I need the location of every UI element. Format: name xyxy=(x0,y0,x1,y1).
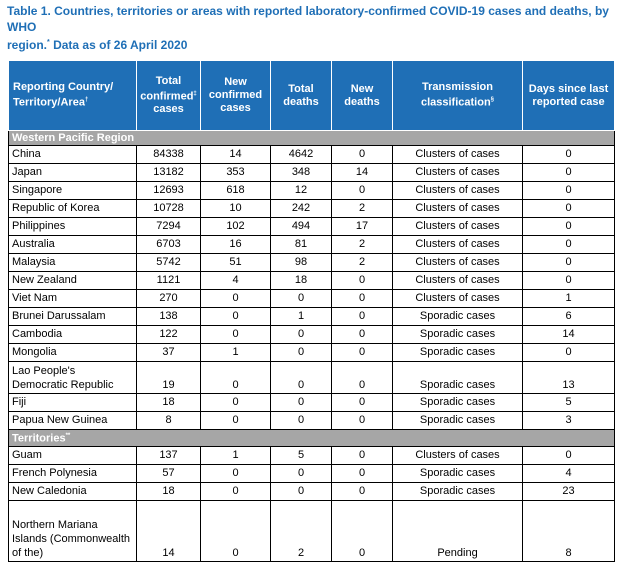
total-confirmed-cell: 122 xyxy=(137,326,201,344)
total-deaths-cell: 2 xyxy=(271,500,332,561)
new-confirmed-cell: 0 xyxy=(201,412,271,430)
total-confirmed-cell: 10728 xyxy=(137,200,201,218)
new-deaths-cell: 0 xyxy=(332,272,393,290)
table-row xyxy=(9,164,615,182)
new-deaths-cell: 0 xyxy=(332,464,393,482)
days-since-last-cell: 5 xyxy=(523,394,615,412)
table-row xyxy=(9,254,615,272)
new-confirmed-cell: 102 xyxy=(201,218,271,236)
new-deaths-cell: 0 xyxy=(332,362,393,394)
table-row xyxy=(9,344,615,362)
title-line-1: Table 1. Countries, territories or areas with reported laboratory-confirmed COVID-19 cases and deaths, by WHO xyxy=(7,4,609,34)
table-row xyxy=(9,218,615,236)
table-title xyxy=(0,0,620,53)
header-new-deaths: New deaths xyxy=(332,61,393,131)
total-deaths-cell: 18 xyxy=(271,272,332,290)
total-confirmed-cell: 137 xyxy=(137,446,201,464)
days-since-last-cell: 8 xyxy=(523,500,615,561)
table-row xyxy=(9,200,615,218)
region-header-row xyxy=(9,131,615,146)
days-since-last-cell: 0 xyxy=(523,200,615,218)
header-new-confirmed: New confirmed cases xyxy=(201,61,271,131)
days-since-last-cell: 0 xyxy=(523,254,615,272)
table-row xyxy=(9,326,615,344)
new-deaths-cell: 2 xyxy=(332,254,393,272)
table-row xyxy=(9,308,615,326)
header-transmission-label: Transmission classification xyxy=(420,81,493,109)
region-label-marker: ** xyxy=(65,433,71,439)
total-confirmed-cell: 84338 xyxy=(137,146,201,164)
transmission-class-cell: Clusters of cases xyxy=(393,182,523,200)
new-deaths-cell: 2 xyxy=(332,200,393,218)
country-name-cell: Malaysia xyxy=(9,254,137,272)
transmission-class-cell: Clusters of cases xyxy=(393,218,523,236)
header-country-label: Reporting Country/ Territory/Area xyxy=(13,81,114,109)
transmission-class-cell: Sporadic cases xyxy=(393,464,523,482)
country-name-cell: Philippines xyxy=(9,218,137,236)
new-confirmed-cell: 1 xyxy=(201,344,271,362)
transmission-class-cell: Sporadic cases xyxy=(393,344,523,362)
new-deaths-cell: 0 xyxy=(332,290,393,308)
days-since-last-cell: 3 xyxy=(523,412,615,430)
header-transmission-marker: § xyxy=(490,97,495,104)
total-deaths-cell: 12 xyxy=(271,182,332,200)
new-deaths-cell: 0 xyxy=(332,412,393,430)
days-since-last-cell: 23 xyxy=(523,482,615,500)
table-row xyxy=(9,500,615,561)
days-since-last-cell: 0 xyxy=(523,164,615,182)
country-name-cell: New Zealand xyxy=(9,272,137,290)
days-since-last-cell: 0 xyxy=(523,272,615,290)
total-confirmed-cell: 18 xyxy=(137,482,201,500)
transmission-class-cell: Sporadic cases xyxy=(393,308,523,326)
table-row xyxy=(9,412,615,430)
days-since-last-cell: 0 xyxy=(523,218,615,236)
table-row xyxy=(9,464,615,482)
transmission-class-cell: Clusters of cases xyxy=(393,164,523,182)
new-deaths-cell: 0 xyxy=(332,308,393,326)
total-deaths-cell: 4642 xyxy=(271,146,332,164)
country-name-cell: Cambodia xyxy=(9,326,137,344)
table-header-row xyxy=(9,61,615,131)
new-confirmed-cell: 1 xyxy=(201,446,271,464)
new-confirmed-cell: 0 xyxy=(201,500,271,561)
total-deaths-cell: 0 xyxy=(271,290,332,308)
days-since-last-cell: 0 xyxy=(523,446,615,464)
new-deaths-cell: 0 xyxy=(332,344,393,362)
total-deaths-cell: 1 xyxy=(271,308,332,326)
total-confirmed-cell: 14 xyxy=(137,500,201,561)
total-deaths-cell: 0 xyxy=(271,362,332,394)
region-header-row xyxy=(9,430,615,447)
days-since-last-cell: 6 xyxy=(523,308,615,326)
new-confirmed-cell: 0 xyxy=(201,464,271,482)
new-confirmed-cell: 0 xyxy=(201,394,271,412)
header-country-marker: † xyxy=(84,97,89,104)
new-confirmed-cell: 14 xyxy=(201,146,271,164)
country-name-cell: Fiji xyxy=(9,394,137,412)
new-deaths-cell: 17 xyxy=(332,218,393,236)
country-name-cell: French Polynesia xyxy=(9,464,137,482)
new-deaths-cell: 2 xyxy=(332,236,393,254)
days-since-last-cell: 4 xyxy=(523,464,615,482)
country-name-cell: Japan xyxy=(9,164,137,182)
total-deaths-cell: 0 xyxy=(271,394,332,412)
table-row xyxy=(9,182,615,200)
days-since-last-cell: 0 xyxy=(523,236,615,254)
country-name-cell: Republic of Korea xyxy=(9,200,137,218)
total-deaths-cell: 81 xyxy=(271,236,332,254)
new-deaths-cell: 0 xyxy=(332,482,393,500)
transmission-class-cell: Sporadic cases xyxy=(393,412,523,430)
total-deaths-cell: 0 xyxy=(271,326,332,344)
country-name-cell: Singapore xyxy=(9,182,137,200)
total-confirmed-cell: 138 xyxy=(137,308,201,326)
table-row xyxy=(9,482,615,500)
total-deaths-cell: 242 xyxy=(271,200,332,218)
total-confirmed-cell: 37 xyxy=(137,344,201,362)
new-deaths-cell: 0 xyxy=(332,446,393,464)
total-confirmed-cell: 270 xyxy=(137,290,201,308)
region-label-text: Western Pacific Region xyxy=(12,131,135,144)
table-row xyxy=(9,290,615,308)
new-confirmed-cell: 0 xyxy=(201,326,271,344)
days-since-last-cell: 14 xyxy=(523,326,615,344)
header-country xyxy=(9,61,137,131)
region-label xyxy=(9,131,615,146)
new-confirmed-cell: 10 xyxy=(201,200,271,218)
country-name-cell: New Caledonia xyxy=(9,482,137,500)
table-row xyxy=(9,146,615,164)
country-name-cell: Guam xyxy=(9,446,137,464)
total-confirmed-cell: 57 xyxy=(137,464,201,482)
total-deaths-cell: 5 xyxy=(271,446,332,464)
header-days-since-last: Days since last reported case xyxy=(523,61,615,131)
transmission-class-cell: Clusters of cases xyxy=(393,290,523,308)
transmission-class-cell: Pending xyxy=(393,500,523,561)
country-name-cell: Brunei Darussalam xyxy=(9,308,137,326)
days-since-last-cell: 0 xyxy=(523,182,615,200)
total-confirmed-cell: 8 xyxy=(137,412,201,430)
table-row xyxy=(9,446,615,464)
transmission-class-cell: Sporadic cases xyxy=(393,326,523,344)
transmission-class-cell: Clusters of cases xyxy=(393,200,523,218)
total-confirmed-cell: 19 xyxy=(137,362,201,394)
total-confirmed-cell: 13182 xyxy=(137,164,201,182)
transmission-class-cell: Clusters of cases xyxy=(393,272,523,290)
country-name-cell: Papua New Guinea xyxy=(9,412,137,430)
days-since-last-cell: 13 xyxy=(523,362,615,394)
header-total-confirmed-suffix: cases xyxy=(153,103,184,116)
total-confirmed-cell: 18 xyxy=(137,394,201,412)
total-deaths-cell: 0 xyxy=(271,412,332,430)
new-deaths-cell: 0 xyxy=(332,146,393,164)
new-deaths-cell: 0 xyxy=(332,182,393,200)
table-row xyxy=(9,394,615,412)
country-name-cell: Viet Nam xyxy=(9,290,137,308)
new-deaths-cell: 0 xyxy=(332,326,393,344)
header-total-deaths: Total deaths xyxy=(271,61,332,131)
total-confirmed-cell: 12693 xyxy=(137,182,201,200)
table-row xyxy=(9,272,615,290)
table-body xyxy=(9,131,615,562)
transmission-class-cell: Clusters of cases xyxy=(393,236,523,254)
covid-cases-table xyxy=(8,60,615,562)
total-deaths-cell: 0 xyxy=(271,344,332,362)
new-confirmed-cell: 618 xyxy=(201,182,271,200)
country-name-cell: China xyxy=(9,146,137,164)
total-deaths-cell: 348 xyxy=(271,164,332,182)
country-name-cell: Lao People's Democratic Republic xyxy=(9,362,137,394)
country-name-cell: Northern Mariana Islands (Commonwealth of the) xyxy=(9,500,137,561)
new-confirmed-cell: 4 xyxy=(201,272,271,290)
table-row xyxy=(9,362,615,394)
total-deaths-cell: 0 xyxy=(271,482,332,500)
days-since-last-cell: 0 xyxy=(523,344,615,362)
new-deaths-cell: 0 xyxy=(332,394,393,412)
total-deaths-cell: 0 xyxy=(271,464,332,482)
days-since-last-cell: 1 xyxy=(523,290,615,308)
new-confirmed-cell: 51 xyxy=(201,254,271,272)
region-label xyxy=(9,430,615,447)
title-footnote-marker: * xyxy=(47,39,50,46)
header-total-confirmed-marker: ‡ xyxy=(193,90,197,97)
total-deaths-cell: 494 xyxy=(271,218,332,236)
transmission-class-cell: Sporadic cases xyxy=(393,362,523,394)
table-row xyxy=(9,236,615,254)
header-total-confirmed-label: Total confirmed xyxy=(140,74,194,103)
title-date-text: Data as of 26 April 2020 xyxy=(49,38,188,52)
new-confirmed-cell: 353 xyxy=(201,164,271,182)
transmission-class-cell: Clusters of cases xyxy=(393,254,523,272)
region-label-text: Territories xyxy=(12,432,66,445)
transmission-class-cell: Clusters of cases xyxy=(393,146,523,164)
transmission-class-cell: Sporadic cases xyxy=(393,482,523,500)
country-name-cell: Mongolia xyxy=(9,344,137,362)
header-transmission xyxy=(393,61,523,131)
total-confirmed-cell: 5742 xyxy=(137,254,201,272)
new-confirmed-cell: 0 xyxy=(201,362,271,394)
new-confirmed-cell: 0 xyxy=(201,290,271,308)
country-name-cell: Australia xyxy=(9,236,137,254)
total-confirmed-cell: 7294 xyxy=(137,218,201,236)
new-confirmed-cell: 16 xyxy=(201,236,271,254)
days-since-last-cell: 0 xyxy=(523,146,615,164)
total-confirmed-cell: 1121 xyxy=(137,272,201,290)
title-region-text: region. xyxy=(7,38,48,52)
new-deaths-cell: 14 xyxy=(332,164,393,182)
header-total-confirmed xyxy=(137,61,201,131)
transmission-class-cell: Sporadic cases xyxy=(393,394,523,412)
new-confirmed-cell: 0 xyxy=(201,308,271,326)
transmission-class-cell: Clusters of cases xyxy=(393,446,523,464)
new-deaths-cell: 0 xyxy=(332,500,393,561)
total-confirmed-cell: 6703 xyxy=(137,236,201,254)
new-confirmed-cell: 0 xyxy=(201,482,271,500)
total-deaths-cell: 98 xyxy=(271,254,332,272)
title-line-2 xyxy=(7,35,616,53)
